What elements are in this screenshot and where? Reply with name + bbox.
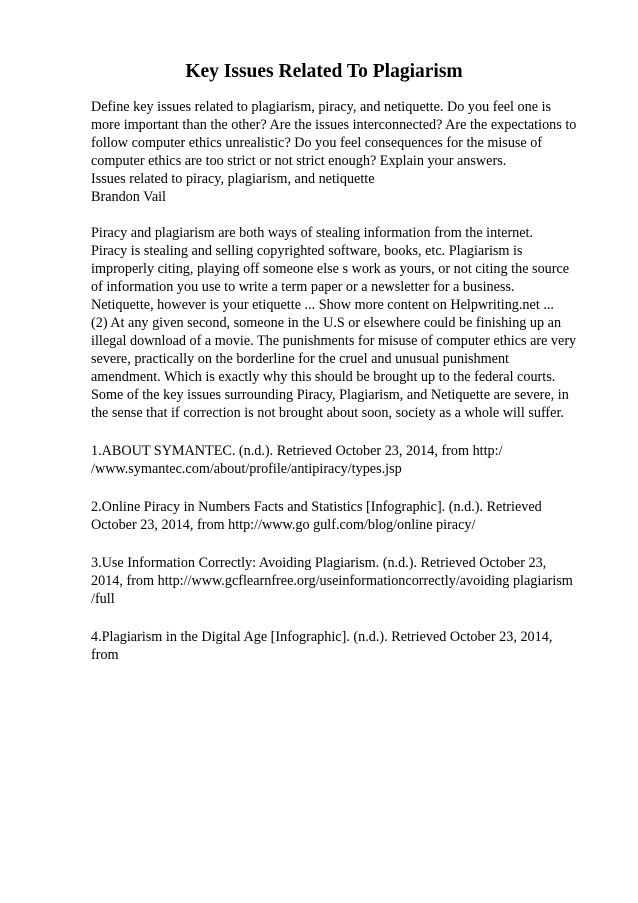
- body-line: Piracy and plagiarism are both ways of stealing information from the internet.: [91, 225, 534, 242]
- paragraph-spacer: [91, 608, 598, 628]
- reference-line: October 23, 2014, from http://www.go gulf.com/blog/online piracy/: [91, 517, 476, 534]
- body-line: Some of the key issues surrounding Piracy, Plagiarism, and Netiquette are severe, in: [91, 387, 569, 404]
- reference-4: [91, 628, 598, 664]
- reference-2: [91, 498, 598, 534]
- body-line: amendment. Which is exactly why this should be brought up to the federal courts.: [91, 369, 556, 386]
- body-line: severe, practically on the borderline for the cruel and unusual punishment: [91, 351, 509, 368]
- body-paragraph: [91, 224, 598, 422]
- essay-subtitle: Issues related to piracy, plagiarism, and netiquette: [91, 171, 375, 188]
- reference-line: 3.Use Information Correctly: Avoiding Plagiarism. (n.d.). Retrieved October 23,: [91, 555, 547, 572]
- body-line: illegal download of a movie. The punishments for misuse of computer ethics are very: [91, 333, 577, 350]
- body-line: the sense that if correction is not brought about soon, society as a whole will suffer.: [91, 405, 564, 422]
- body-line: Piracy is stealing and selling copyrighted software, books, etc. Plagiarism is: [91, 243, 523, 260]
- paragraph-spacer: [91, 478, 598, 498]
- author-name: Brandon Vail: [91, 189, 167, 206]
- prompt-line: computer ethics are too strict or not strict enough? Explain your answers.: [91, 153, 507, 170]
- reference-line: 4.Plagiarism in the Digital Age [Infographic]. (n.d.). Retrieved October 23, 2014,: [91, 629, 553, 646]
- reference-line: from: [91, 647, 119, 664]
- reference-line: 1.ABOUT SYMANTEC. (n.d.). Retrieved October 23, 2014, from http:/: [91, 443, 503, 460]
- page-title: Key Issues Related To Plagiarism: [185, 61, 463, 82]
- reference-line: /full: [91, 591, 115, 608]
- prompt-paragraph: [91, 98, 598, 206]
- paragraph-spacer: [91, 534, 598, 554]
- reference-3: [91, 554, 598, 608]
- body-line: (2) At any given second, someone in the U.S or elsewhere could be finishing up an: [91, 315, 562, 332]
- prompt-line: follow computer ethics unrealistic? Do you feel consequences for the misuse of: [91, 135, 543, 152]
- prompt-line: Define key issues related to plagiarism, piracy, and netiquette. Do you feel one is: [91, 99, 552, 116]
- paragraph-spacer: [91, 206, 598, 224]
- reference-line: 2014, from http://www.gcflearnfree.org/useinformationcorrectly/avoiding plagiarism: [91, 573, 573, 590]
- body-line: improperly citing, playing off someone else s work as yours, or not citing the source: [91, 261, 570, 278]
- prompt-line: more important than the other? Are the issues interconnected? Are the expectations to: [91, 117, 577, 134]
- reference-1: [91, 442, 598, 478]
- paragraph-spacer: [91, 422, 598, 442]
- reference-line: /www.symantec.com/about/profile/antipiracy/types.jsp: [91, 461, 402, 478]
- reference-line: 2.Online Piracy in Numbers Facts and Statistics [Infographic]. (n.d.). Retrieved: [91, 499, 542, 516]
- body-line: of information you use to write a term paper or a newsletter for a business.: [91, 279, 515, 296]
- body-line: Netiquette, however is your etiquette ... Show more content on Helpwriting.net ...: [91, 297, 554, 314]
